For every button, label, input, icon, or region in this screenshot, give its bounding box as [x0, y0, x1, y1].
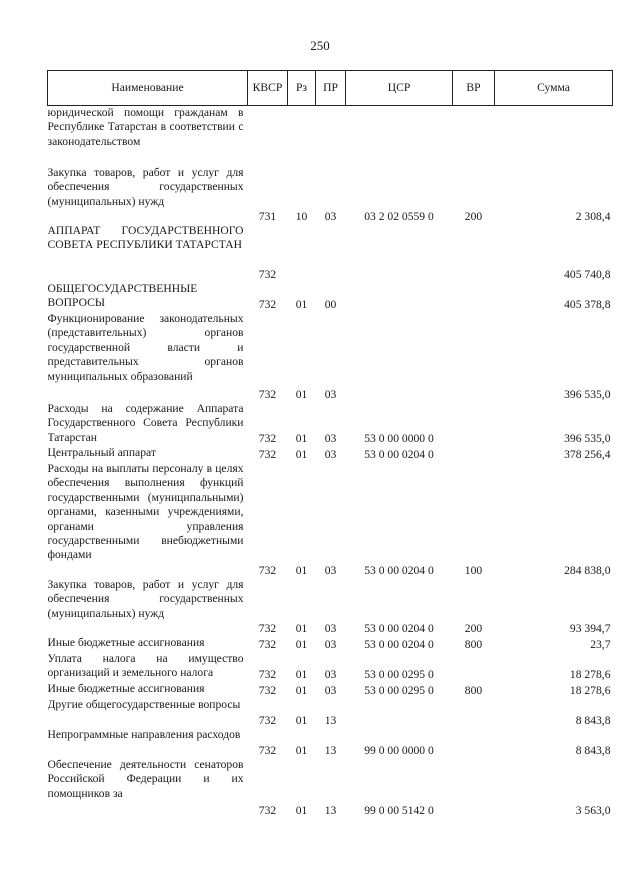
row-name — [48, 578, 248, 636]
row-csr: 53 0 00 0295 0 — [364, 667, 434, 681]
row-pr: 13 — [324, 803, 337, 817]
row-pr: 13 — [324, 743, 337, 757]
row-name-text: ОБЩЕГОСУДАРСТВЕННЫЕ ВОПРОСЫ — [47, 282, 198, 310]
table-row — [48, 728, 613, 758]
row-kvsr: 732 — [258, 637, 277, 651]
header-sum: Сумма — [495, 71, 613, 106]
row-sum: 93 394,7 — [569, 621, 611, 635]
row-name — [48, 636, 248, 652]
row-csr: 53 0 00 0000 0 — [364, 431, 434, 445]
row-sum: 3 563,0 — [575, 803, 611, 817]
row-rz: 01 — [295, 667, 308, 681]
row-sum: 405 378,8 — [564, 297, 611, 311]
row-sum: 18 278,6 — [569, 683, 611, 697]
row-name-text: Иные бюджетные ассигнования — [47, 636, 205, 649]
header-kvsr: КВСР — [248, 71, 288, 106]
row-sum: 8 843,8 — [575, 713, 611, 727]
row-name — [48, 682, 248, 698]
row-name-text: Расходы на выплаты персоналу в целях обеспечения выполнения функций государственными (муниципальными) органами, казенными учреждениями, органами управления государственными внебюджетными фондами — [47, 462, 244, 562]
row-rz: 01 — [295, 621, 308, 635]
row-name-text: Обеспечение деятельности сенаторов Российской Федерации и их помощников за — [47, 758, 244, 800]
row-name-text: Иные бюджетные ассигнования — [47, 682, 205, 695]
row-kvsr: 732 — [258, 447, 277, 461]
table-row — [48, 402, 613, 446]
row-csr — [346, 282, 453, 312]
row-rz: 01 — [295, 743, 308, 757]
row-pr: 03 — [324, 637, 337, 651]
row-vr: 800 — [464, 637, 483, 651]
row-rz: 01 — [295, 683, 308, 697]
row-kvsr: 732 — [258, 743, 277, 757]
row-kvsr: 732 — [258, 683, 277, 697]
table-row — [48, 224, 613, 282]
row-sum — [495, 106, 613, 167]
row-sum: 396 535,0 — [564, 431, 611, 445]
row-pr: 00 — [324, 297, 337, 311]
row-rz: 01 — [295, 803, 308, 817]
row-kvsr: 732 — [258, 267, 277, 281]
budget-table — [47, 70, 613, 818]
row-name — [48, 106, 248, 167]
row-name-text: Другие общегосударственные вопросы — [47, 698, 241, 711]
row-vr — [453, 282, 495, 312]
row-name — [48, 166, 248, 224]
row-rz — [288, 106, 316, 167]
table-row — [48, 758, 613, 818]
row-csr: 53 0 00 0204 0 — [364, 621, 434, 635]
row-pr: 03 — [324, 683, 337, 697]
row-name-text: АППАРАТ ГОСУДАРСТВЕННОГО СОВЕТА РЕСПУБЛИКИ ТАТАРСТАН — [47, 224, 244, 252]
row-pr — [316, 224, 346, 282]
row-rz: 01 — [295, 387, 308, 401]
row-sum: 23,7 — [590, 637, 611, 651]
row-rz: 10 — [295, 209, 308, 223]
table-row — [48, 652, 613, 682]
table-row — [48, 462, 613, 578]
row-vr — [453, 224, 495, 282]
row-name — [48, 728, 248, 758]
row-name — [48, 758, 248, 818]
row-sum: 8 843,8 — [575, 743, 611, 757]
row-csr — [346, 698, 453, 728]
row-pr: 03 — [324, 447, 337, 461]
row-pr: 03 — [324, 667, 337, 681]
row-vr: 100 — [464, 563, 483, 577]
row-sum: 284 838,0 — [564, 563, 611, 577]
row-vr: 200 — [464, 209, 483, 223]
row-name — [48, 282, 248, 312]
row-rz — [288, 224, 316, 282]
row-pr: 03 — [324, 387, 337, 401]
row-pr — [316, 106, 346, 167]
row-csr: 03 2 02 0559 0 — [364, 209, 434, 223]
row-name-text: Непрограммные направления расходов — [47, 728, 241, 741]
row-csr: 53 0 00 0204 0 — [364, 563, 434, 577]
header-name: Наименование — [48, 71, 248, 106]
header-rz: Рз — [288, 71, 316, 106]
row-pr: 13 — [324, 713, 337, 727]
row-csr: 53 0 00 0204 0 — [364, 637, 434, 651]
row-rz: 01 — [295, 447, 308, 461]
row-rz: 01 — [295, 713, 308, 727]
row-kvsr: 732 — [258, 297, 277, 311]
header-csr: ЦСР — [346, 71, 453, 106]
row-vr: 800 — [464, 683, 483, 697]
row-sum: 405 740,8 — [564, 267, 611, 281]
row-kvsr: 732 — [258, 563, 277, 577]
row-vr — [453, 758, 495, 818]
row-vr — [453, 698, 495, 728]
table-row — [48, 682, 613, 698]
row-csr: 53 0 00 0204 0 — [364, 447, 434, 461]
row-name-text: Закупка товаров, работ и услуг для обеспечения государственных (муниципальных) нужд — [47, 578, 244, 620]
page-number: 250 — [310, 38, 330, 53]
row-csr: 99 0 00 5142 0 — [364, 803, 434, 817]
row-rz: 01 — [295, 563, 308, 577]
row-vr — [453, 446, 495, 462]
row-vr — [453, 312, 495, 402]
row-name-text: Расходы на содержание Аппарата Государственного Совета Республики Татарстан — [47, 402, 244, 444]
row-csr — [346, 106, 453, 167]
row-sum: 2 308,4 — [575, 209, 611, 223]
row-kvsr: 732 — [258, 621, 277, 635]
row-name-text: Функционирование законодательных (представительных) органов государственной власти и представительных органов муниципальных образований — [47, 312, 244, 383]
row-rz: 01 — [295, 431, 308, 445]
row-name — [48, 698, 248, 728]
row-name-text: юридической помощи гражданам в Республике Татарстан в соответствии с законодательством — [47, 106, 244, 148]
row-name-text: Уплата налога на имущество организаций и земельного налога — [47, 652, 244, 680]
row-name — [48, 224, 248, 282]
table-row — [48, 166, 613, 224]
row-kvsr: 732 — [258, 713, 277, 727]
row-csr: 53 0 00 0295 0 — [364, 683, 434, 697]
row-vr — [453, 652, 495, 682]
table-row — [48, 698, 613, 728]
row-vr: 200 — [464, 621, 483, 635]
row-kvsr: 732 — [258, 431, 277, 445]
row-csr: 99 0 00 0000 0 — [364, 743, 434, 757]
row-name — [48, 462, 248, 578]
table-row — [48, 106, 613, 167]
row-vr — [453, 402, 495, 446]
table-row — [48, 446, 613, 462]
row-pr: 03 — [324, 209, 337, 223]
row-name — [48, 402, 248, 446]
row-sum: 396 535,0 — [564, 387, 611, 401]
row-pr: 03 — [324, 621, 337, 635]
row-csr — [346, 312, 453, 402]
header-vr: ВР — [453, 71, 495, 106]
table-header — [48, 71, 613, 106]
row-name — [48, 652, 248, 682]
row-name-text: Закупка товаров, работ и услуг для обеспечения государственных (муниципальных) нужд — [47, 166, 244, 208]
row-name — [48, 446, 248, 462]
row-csr — [346, 224, 453, 282]
table-row — [48, 282, 613, 312]
row-pr: 03 — [324, 431, 337, 445]
row-pr: 03 — [324, 563, 337, 577]
row-rz: 01 — [295, 297, 308, 311]
row-kvsr: 731 — [258, 209, 277, 223]
header-pr: ПР — [316, 71, 346, 106]
row-kvsr: 732 — [258, 803, 277, 817]
row-name — [48, 312, 248, 402]
row-kvsr — [248, 106, 288, 167]
row-sum: 378 256,4 — [564, 447, 611, 461]
row-kvsr: 732 — [258, 667, 277, 681]
row-vr — [453, 106, 495, 167]
table-row — [48, 578, 613, 636]
table-row — [48, 312, 613, 402]
row-kvsr: 732 — [258, 387, 277, 401]
table-row — [48, 636, 613, 652]
row-vr — [453, 728, 495, 758]
row-name-text: Центральный аппарат — [47, 446, 156, 459]
row-sum: 18 278,6 — [569, 667, 611, 681]
row-rz: 01 — [295, 637, 308, 651]
